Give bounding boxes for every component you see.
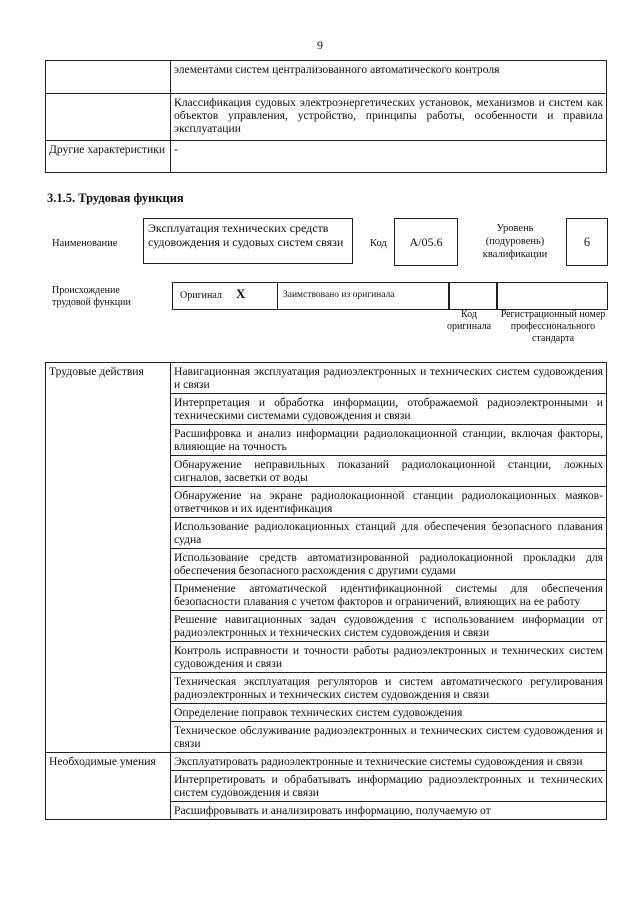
origin-reg-cell [496, 282, 608, 310]
row-text: - [171, 141, 607, 173]
code-box: А/05.6 [394, 218, 458, 266]
table-row [46, 753, 607, 771]
row-label: Другие характеристики [46, 141, 171, 173]
origin-label: Происхождение трудовой функции [52, 285, 131, 308]
skill-item: Эксплуатировать радиоэлектронные и технические системы судовождения и связи [171, 753, 607, 771]
action-item: Обнаружение на экране радиолокационной станции радиолокационных маяков-ответчиков и их идентификация [171, 487, 607, 518]
code-label: Код [370, 238, 387, 249]
row-text: элементами систем централизованного автоматического контроля [171, 61, 607, 94]
skill-item: Интерпретировать и обрабатывать информацию радиоэлектронных и технических систем судовождения и связи [171, 771, 607, 802]
original-mark: X [236, 286, 246, 301]
reg-number-caption: Регистрационный номер профессионального стандарта [500, 309, 606, 344]
top-requirements-table [45, 60, 607, 173]
action-item: Использование радиолокационных станций для обеспечения безопасного плавания судна [171, 518, 607, 549]
action-item: Навигационная эксплуатация радиоэлектронных и технических систем судовождения и связи [171, 363, 607, 394]
row-text: Классификация судовых электроэнергетических установок, механизмов и систем как объектов управления, устройство, принципы работы, особенности и правила эксплуатации [171, 94, 607, 141]
table-row [46, 141, 607, 173]
action-item: Техническая эксплуатация регуляторов и систем автоматического регулирования радиоэлектронных и технических систем судовождения и связи [171, 673, 607, 704]
action-item: Интерпретация и обработка информации, отображаемой радиоэлектронными и техническими системами судовождения и связи [171, 394, 607, 425]
action-item: Контроль исправности и точности работы радиоэлектронных и технических систем судовождения и связи [171, 642, 607, 673]
action-item: Техническое обслуживание радиоэлектронных и технических систем судовождения и связи [171, 722, 607, 753]
section-title: 3.1.5. Трудовая функция [47, 191, 184, 205]
page-number: 9 [317, 38, 323, 52]
origin-divider [277, 282, 278, 309]
level-box: 6 [566, 218, 608, 266]
action-item: Использование средств автоматизированной радиолокационной прокладки для обеспечения безопасного расхождения с другими судами [171, 549, 607, 580]
actions-label: Трудовые действия [46, 363, 171, 753]
function-name-box: Эксплуатация технических средств судовождения и судовых систем связи [143, 218, 353, 264]
action-item: Расшифровка и анализ информации радиолокационной станции, включая факторы, влияющие на точность [171, 425, 607, 456]
action-item: Решение навигационных задач судовождения с использованием информации от радиоэлектронных и технических систем судовождения и связи [171, 611, 607, 642]
row-label [46, 61, 171, 94]
skill-item: Расшифровывать и анализировать информацию, получаемую от [171, 802, 607, 820]
code-origin-caption: Код оригинала [446, 309, 492, 332]
action-item: Обнаружение неправильных показаний радиолокационной станции, ложных сигналов, засветки от воды [171, 456, 607, 487]
borrowed-label: Заимствовано из оригинала [283, 290, 395, 300]
action-item: Определение поправок технических систем судовождения [171, 704, 607, 722]
table-row [46, 363, 607, 394]
origin-code-cell [448, 282, 498, 310]
table-row [46, 94, 607, 141]
action-item: Применение автоматической идентификационной системы для обеспечения безопасности плавания с учетом факторов и ограничений, влияющих на ее работу [171, 580, 607, 611]
row-label [46, 94, 171, 141]
original-label: Оригинал [180, 290, 222, 301]
skills-label: Необходимые умения [46, 753, 171, 820]
name-label: Наименование [52, 238, 118, 249]
level-label: Уровень (подуровень) квалификации [482, 223, 548, 260]
labor-functions-table [45, 362, 607, 820]
table-row [46, 61, 607, 94]
